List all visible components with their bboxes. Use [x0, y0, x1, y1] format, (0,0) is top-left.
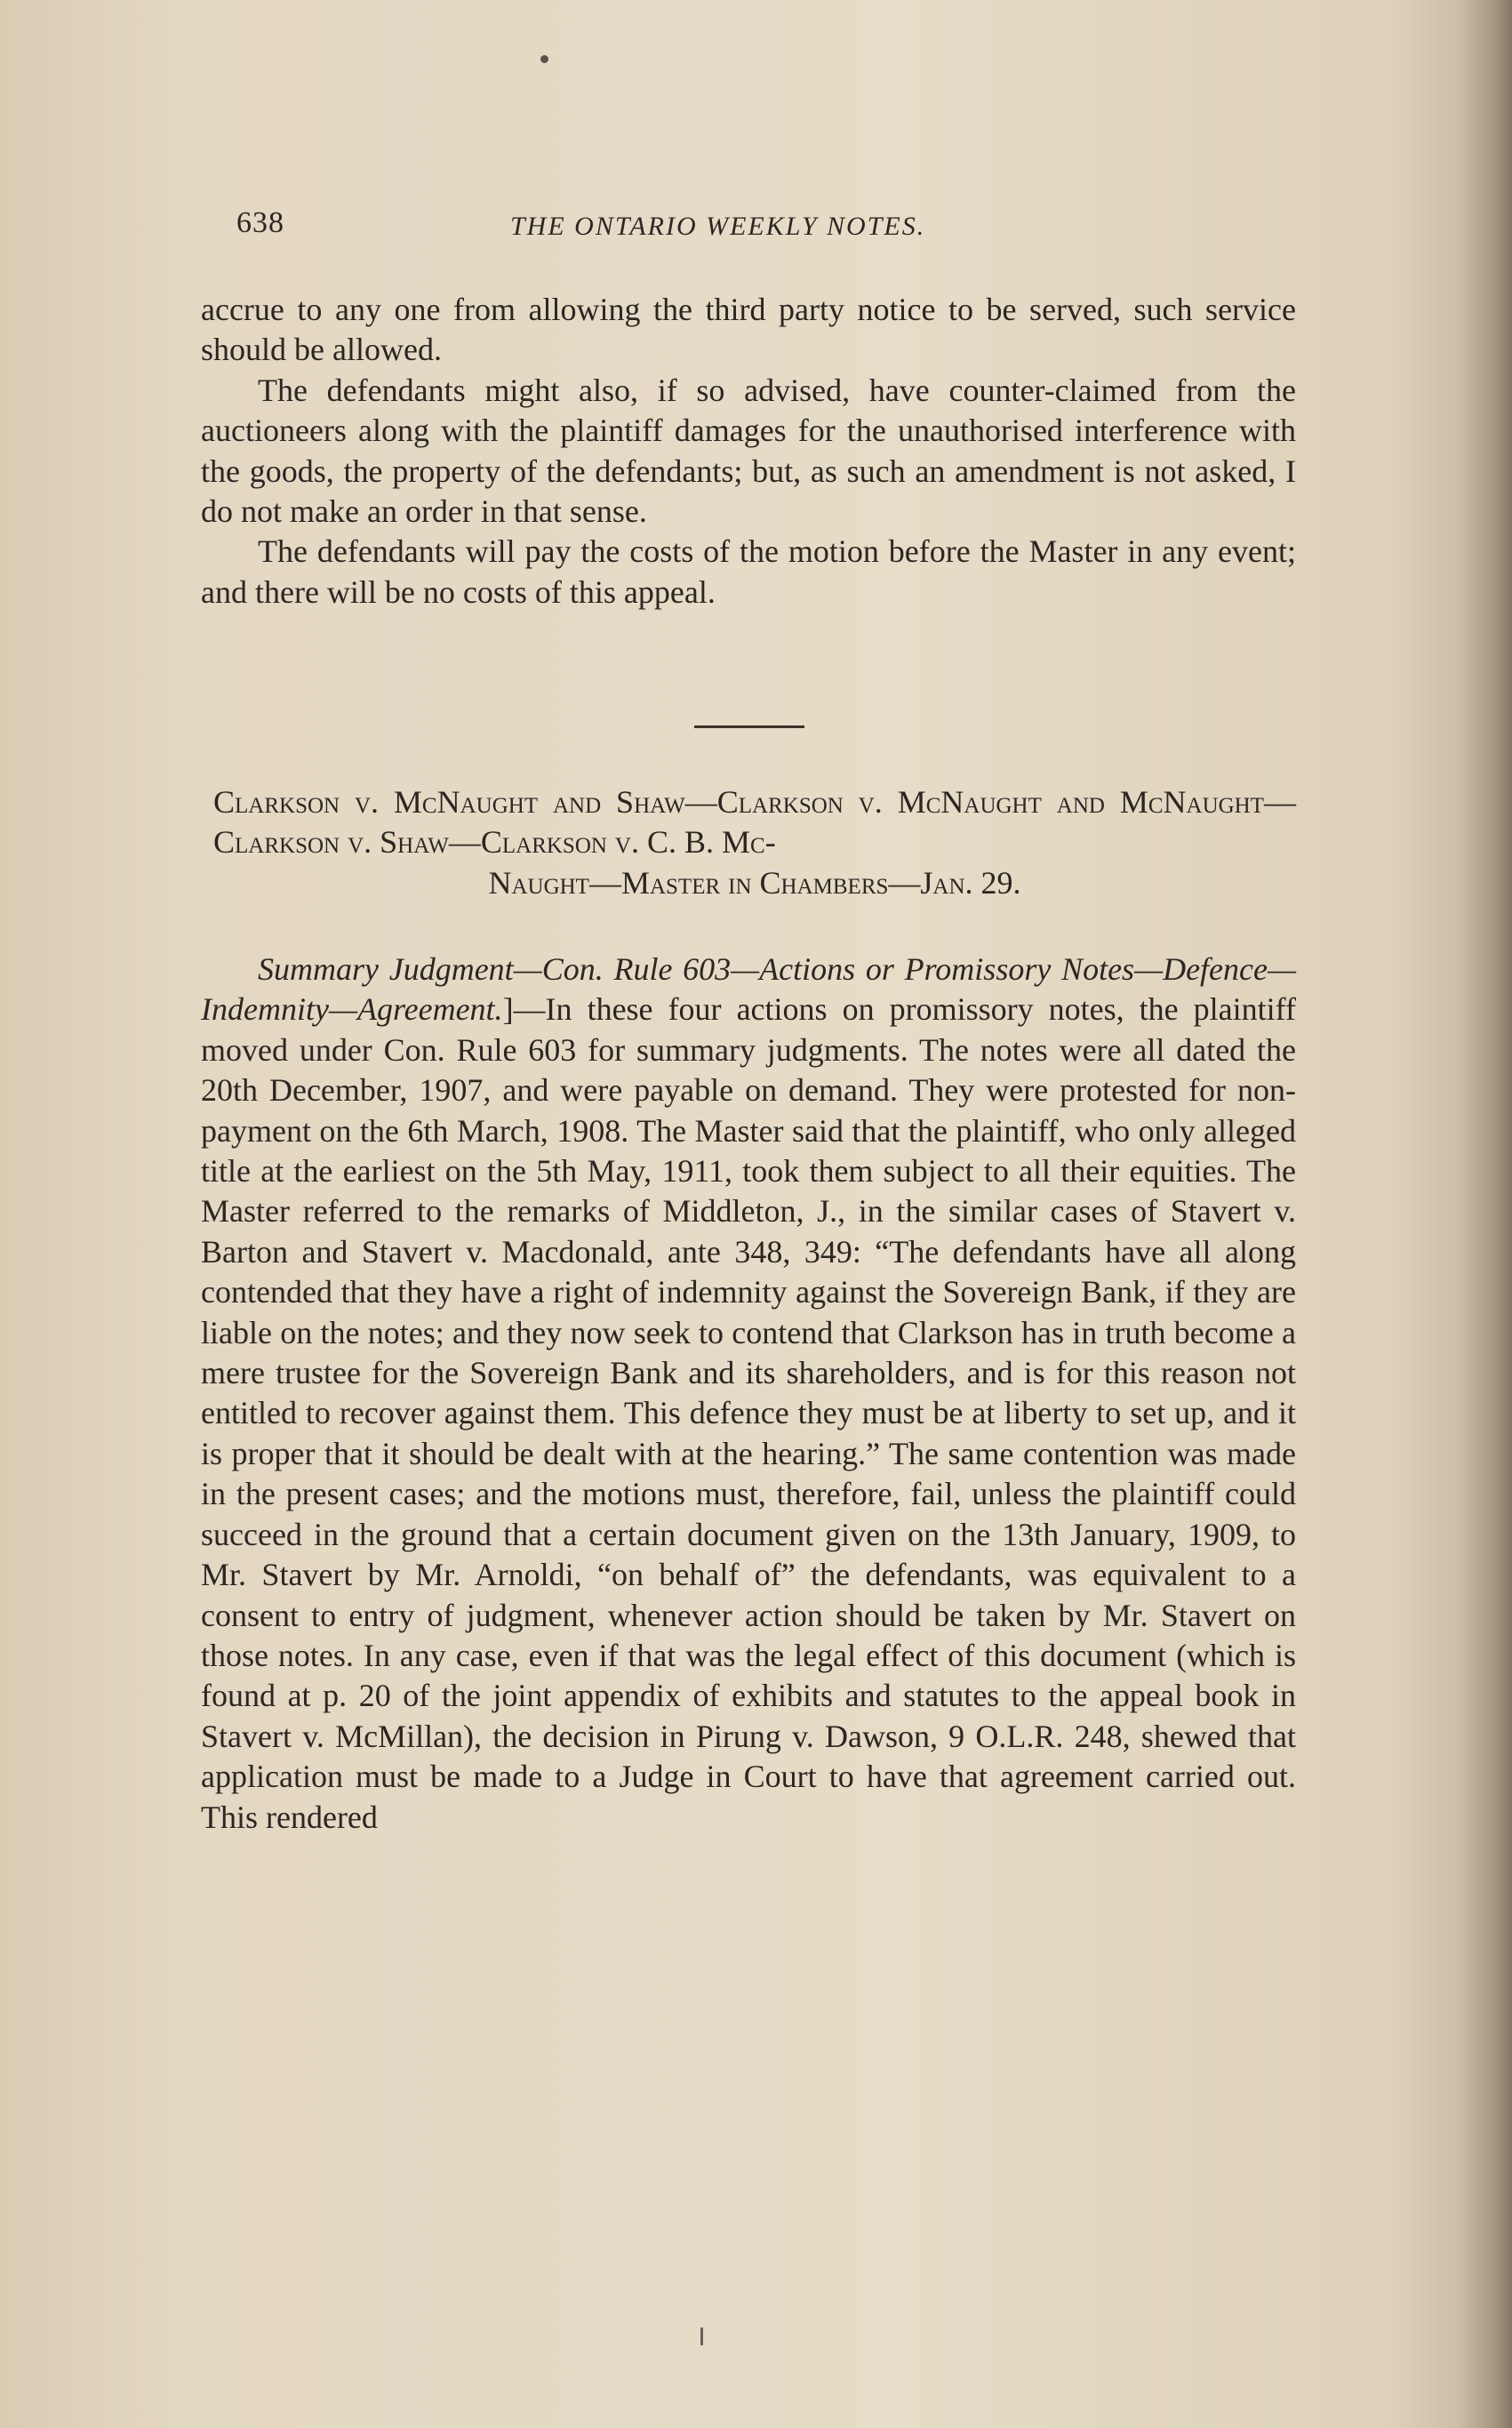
running-head	[236, 206, 1301, 251]
case-heading-line: Clarkson v. McNaught and Shaw—Clarkson v. McNaught and McNaught—Clarkson v. Shaw—Clarkson v. C. B. Mc-	[213, 784, 1296, 861]
continuation-text	[201, 290, 1296, 613]
ink-speck	[540, 55, 548, 63]
paragraph: accrue to any one from allowing the third party notice to be served, such service should be allowed.	[201, 292, 1296, 368]
section-divider	[694, 725, 804, 728]
case-heading-last-line: Naught—Master in Chambers—Jan. 29.	[488, 864, 1021, 901]
case-paragraph	[201, 950, 1296, 1838]
case-body	[201, 950, 1296, 1838]
case-text: ]—In these four actions on promissory notes, the plaintiff moved under Con. Rule 603 for summary judgments. The notes were all dated the 20th December, 1907, and were payable on demand. They were protested for non-payment on the 6th March, 1908. The Master said that the plaintiff, who only alleged title at the earliest on the 5th May, 1911, took them subject to all their equities. The Master referred to the remarks of Middleton, J., in the similar cases of Stavert v. Barton and Stavert v. Macdonald, ante 348, 349: “The defendants have all along contended that they have a right of indemnity against the Sovereign Bank, if they are liable on the notes; and they now seek to contend that Clarkson has in truth become a mere trustee for the Sovereign Bank and its shareholders, and is for this reason not entitled to recover against them. This defence they must be at liberty to set up, and it is proper that it should be dealt with at the hearing.” The same contention was made in the present cases; and the motions must, therefore, fail, unless the plaintiff could succeed in the ground that a certain document given on the 13th January, 1909, to Mr. Stavert by Mr. Arnoldi, “on behalf of” the defendants, was equivalent to a consent to entry of judgment, whenever action should be taken by Mr. Stavert on those notes. In any case, even if that was the legal effect of this document (which is found at p. 20 of the joint appendix of exhibits and statutes to the appeal book in Stavert v. McMillan), the decision in Pirung v. Dawson, 9 O.L.R. 248, shewed that application must be made to a Judge in Court to have that agreement carried out. This rendered	[201, 991, 1296, 1835]
catchwords: Summary Judgment—Con. Rule 603—Actions or Promissory Notes—Defence—Indemnity—Agreement.	[201, 951, 1296, 1028]
case-heading	[213, 782, 1296, 903]
page-number: 638	[236, 206, 284, 239]
page-edge-shadow	[1459, 0, 1512, 2428]
ink-mark	[700, 2328, 703, 2345]
paragraph: The defendants will pay the costs of the motion before the Master in any event; and there will be no costs of this appeal.	[201, 533, 1296, 610]
journal-title: THE ONTARIO WEEKLY NOTES.	[510, 212, 926, 241]
paragraph: The defendants might also, if so advised, have counter-claimed from the auctioneers along with the plaintiff damages for the unauthorised interference with the goods, the property of the defendants; but, as such an amendment is not asked, I do not make an order in that sense.	[201, 372, 1296, 530]
